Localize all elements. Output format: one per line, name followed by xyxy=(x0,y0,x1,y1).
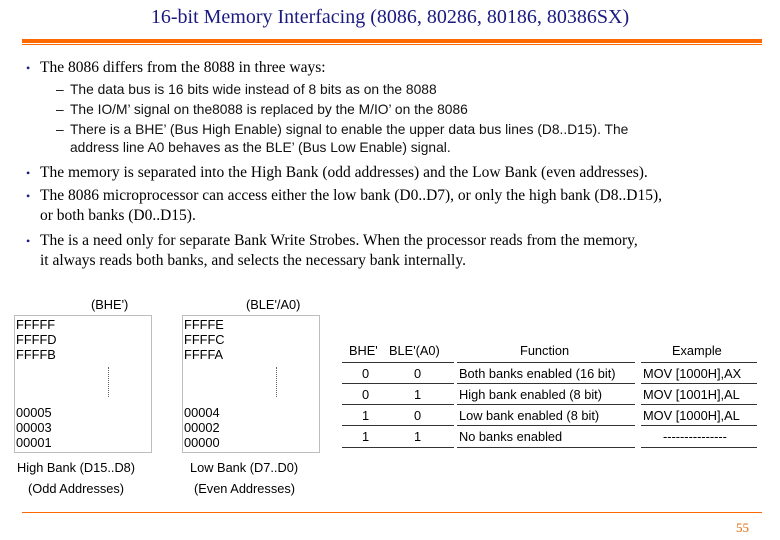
table-bottom-rule xyxy=(641,447,757,448)
table-cell-bhe: 0 xyxy=(362,387,370,402)
bullet-dot: • xyxy=(26,166,31,180)
low-bank-address: FFFFC xyxy=(184,332,225,347)
table-cell-example: MOV [1001H],AL xyxy=(643,387,740,402)
table-row-rule xyxy=(342,425,454,426)
table-row-rule xyxy=(457,383,635,384)
table-cell-bhe: 1 xyxy=(362,429,370,444)
low-bank-address: 00004 xyxy=(184,405,220,420)
sub-bullet-2-text: The IO/M’ signal on the8088 is replaced by the M/IO’ on the 8086 xyxy=(70,102,468,117)
low-bank-address: 00000 xyxy=(184,435,220,450)
table-row-rule xyxy=(342,404,454,405)
low-bank-address: 00002 xyxy=(184,420,220,435)
sub-bullet-2 xyxy=(56,101,468,119)
high-bank-label: High Bank (D15..D8) xyxy=(17,460,136,475)
table-header-function: Function xyxy=(520,343,570,358)
bullet-4-line-2: it always reads both banks, and selects the necessary bank internally. xyxy=(40,252,466,269)
table-bottom-rule xyxy=(342,447,454,448)
page-number: 55 xyxy=(736,520,749,535)
table-header-rule xyxy=(342,362,454,363)
bullet-3 xyxy=(26,186,662,226)
sub-bullet-3 xyxy=(56,121,629,139)
bullet-2-text: The memory is separated into the High Bank (odd addresses) and the Low Bank (even addresses). xyxy=(40,164,648,181)
table-cell-ble: 0 xyxy=(414,408,422,423)
high-bank-ellipsis xyxy=(108,367,109,397)
table-header-ble: BLE'(A0) xyxy=(389,343,440,358)
low-bank-label: Low Bank (D7..D0) xyxy=(190,460,299,475)
low-bank-sublabel: (Even Addresses) xyxy=(194,481,296,496)
table-cell-function: No banks enabled xyxy=(459,429,563,444)
high-bank-sublabel: (Odd Addresses) xyxy=(28,481,125,496)
table-cell-ble: 0 xyxy=(414,366,422,381)
table-cell-function: Low bank enabled (8 bit) xyxy=(459,408,600,423)
table-header-rule xyxy=(641,362,757,363)
table-cell-bhe: 1 xyxy=(362,408,370,423)
high-bank-address: 00005 xyxy=(16,405,52,420)
high-bank-address: FFFFD xyxy=(16,332,57,347)
title-divider-thick xyxy=(22,39,762,43)
low-bank-address: FFFFE xyxy=(184,317,224,332)
table-header-rule xyxy=(457,362,635,363)
table-cell-bhe: 0 xyxy=(362,366,370,381)
table-cell-ble: 1 xyxy=(414,387,422,402)
sub-bullet-1 xyxy=(56,81,437,99)
table-cell-function: High bank enabled (8 bit) xyxy=(459,387,602,402)
sub-bullet-1-text: The data bus is 16 bits wide instead of 8 bits as on the 8088 xyxy=(70,82,437,97)
bullet-dot: • xyxy=(26,234,31,248)
bullet-4-line-1: The is a need only for separate Bank Write Strobes. When the processor reads from the memory, xyxy=(40,232,638,249)
low-bank-signal: (BLE'/A0) xyxy=(246,297,301,312)
high-bank-address: 00001 xyxy=(16,435,52,450)
bullet-dot: • xyxy=(26,61,31,75)
sub-bullet-3-line-1: There is a BHE’ (Bus High Enable) signal to enable the upper data bus lines (D8..D15). The xyxy=(70,122,629,137)
bullet-2 xyxy=(26,163,648,183)
table-cell-function: Both banks enabled (16 bit) xyxy=(459,366,616,381)
high-bank-address: FFFFB xyxy=(16,347,56,362)
bullet-3-line-2: or both banks (D0..D15). xyxy=(40,207,196,224)
table-row-rule xyxy=(641,404,757,405)
table-header-example: Example xyxy=(672,343,722,358)
dash-marker: – xyxy=(56,102,64,117)
bullet-1-text: The 8086 differs from the 8088 in three ways: xyxy=(40,59,326,76)
footer-rule xyxy=(22,512,762,513)
sub-bullet-3-line-2: address line A0 behaves as the BLE’ (Bus Low Enable) signal. xyxy=(70,140,451,155)
page-title: 16-bit Memory Interfacing (8086, 80286, 80186, 80386SX) xyxy=(150,6,630,28)
table-cell-example: --------------- xyxy=(663,429,727,444)
sub-bullet-3-cont xyxy=(70,139,451,157)
table-row-rule xyxy=(342,383,454,384)
bullet-3-line-1: The 8086 microprocessor can access either the low bank (D0..D7), or only the high bank (D8..D15), xyxy=(40,187,662,204)
high-bank-address: FFFFF xyxy=(16,317,56,332)
title-divider-thin xyxy=(22,44,762,45)
table-row-rule xyxy=(457,425,635,426)
bullet-1 xyxy=(26,58,326,78)
bullet-dot: • xyxy=(26,189,31,203)
table-bottom-rule xyxy=(457,447,635,448)
low-bank-ellipsis xyxy=(276,367,277,397)
table-row-rule xyxy=(641,425,757,426)
high-bank-signal: (BHE') xyxy=(91,297,129,312)
high-bank-address: 00003 xyxy=(16,420,52,435)
low-bank-address: FFFFA xyxy=(184,347,224,362)
table-header-bhe: BHE' xyxy=(349,343,378,358)
table-row-rule xyxy=(457,404,635,405)
table-cell-example: MOV [1000H],AX xyxy=(643,366,742,381)
dash-marker: – xyxy=(56,122,64,137)
table-cell-ble: 1 xyxy=(414,429,422,444)
table-cell-example: MOV [1000H],AL xyxy=(643,408,740,423)
dash-marker: – xyxy=(56,82,64,97)
bullet-4 xyxy=(26,231,638,271)
table-row-rule xyxy=(641,383,757,384)
